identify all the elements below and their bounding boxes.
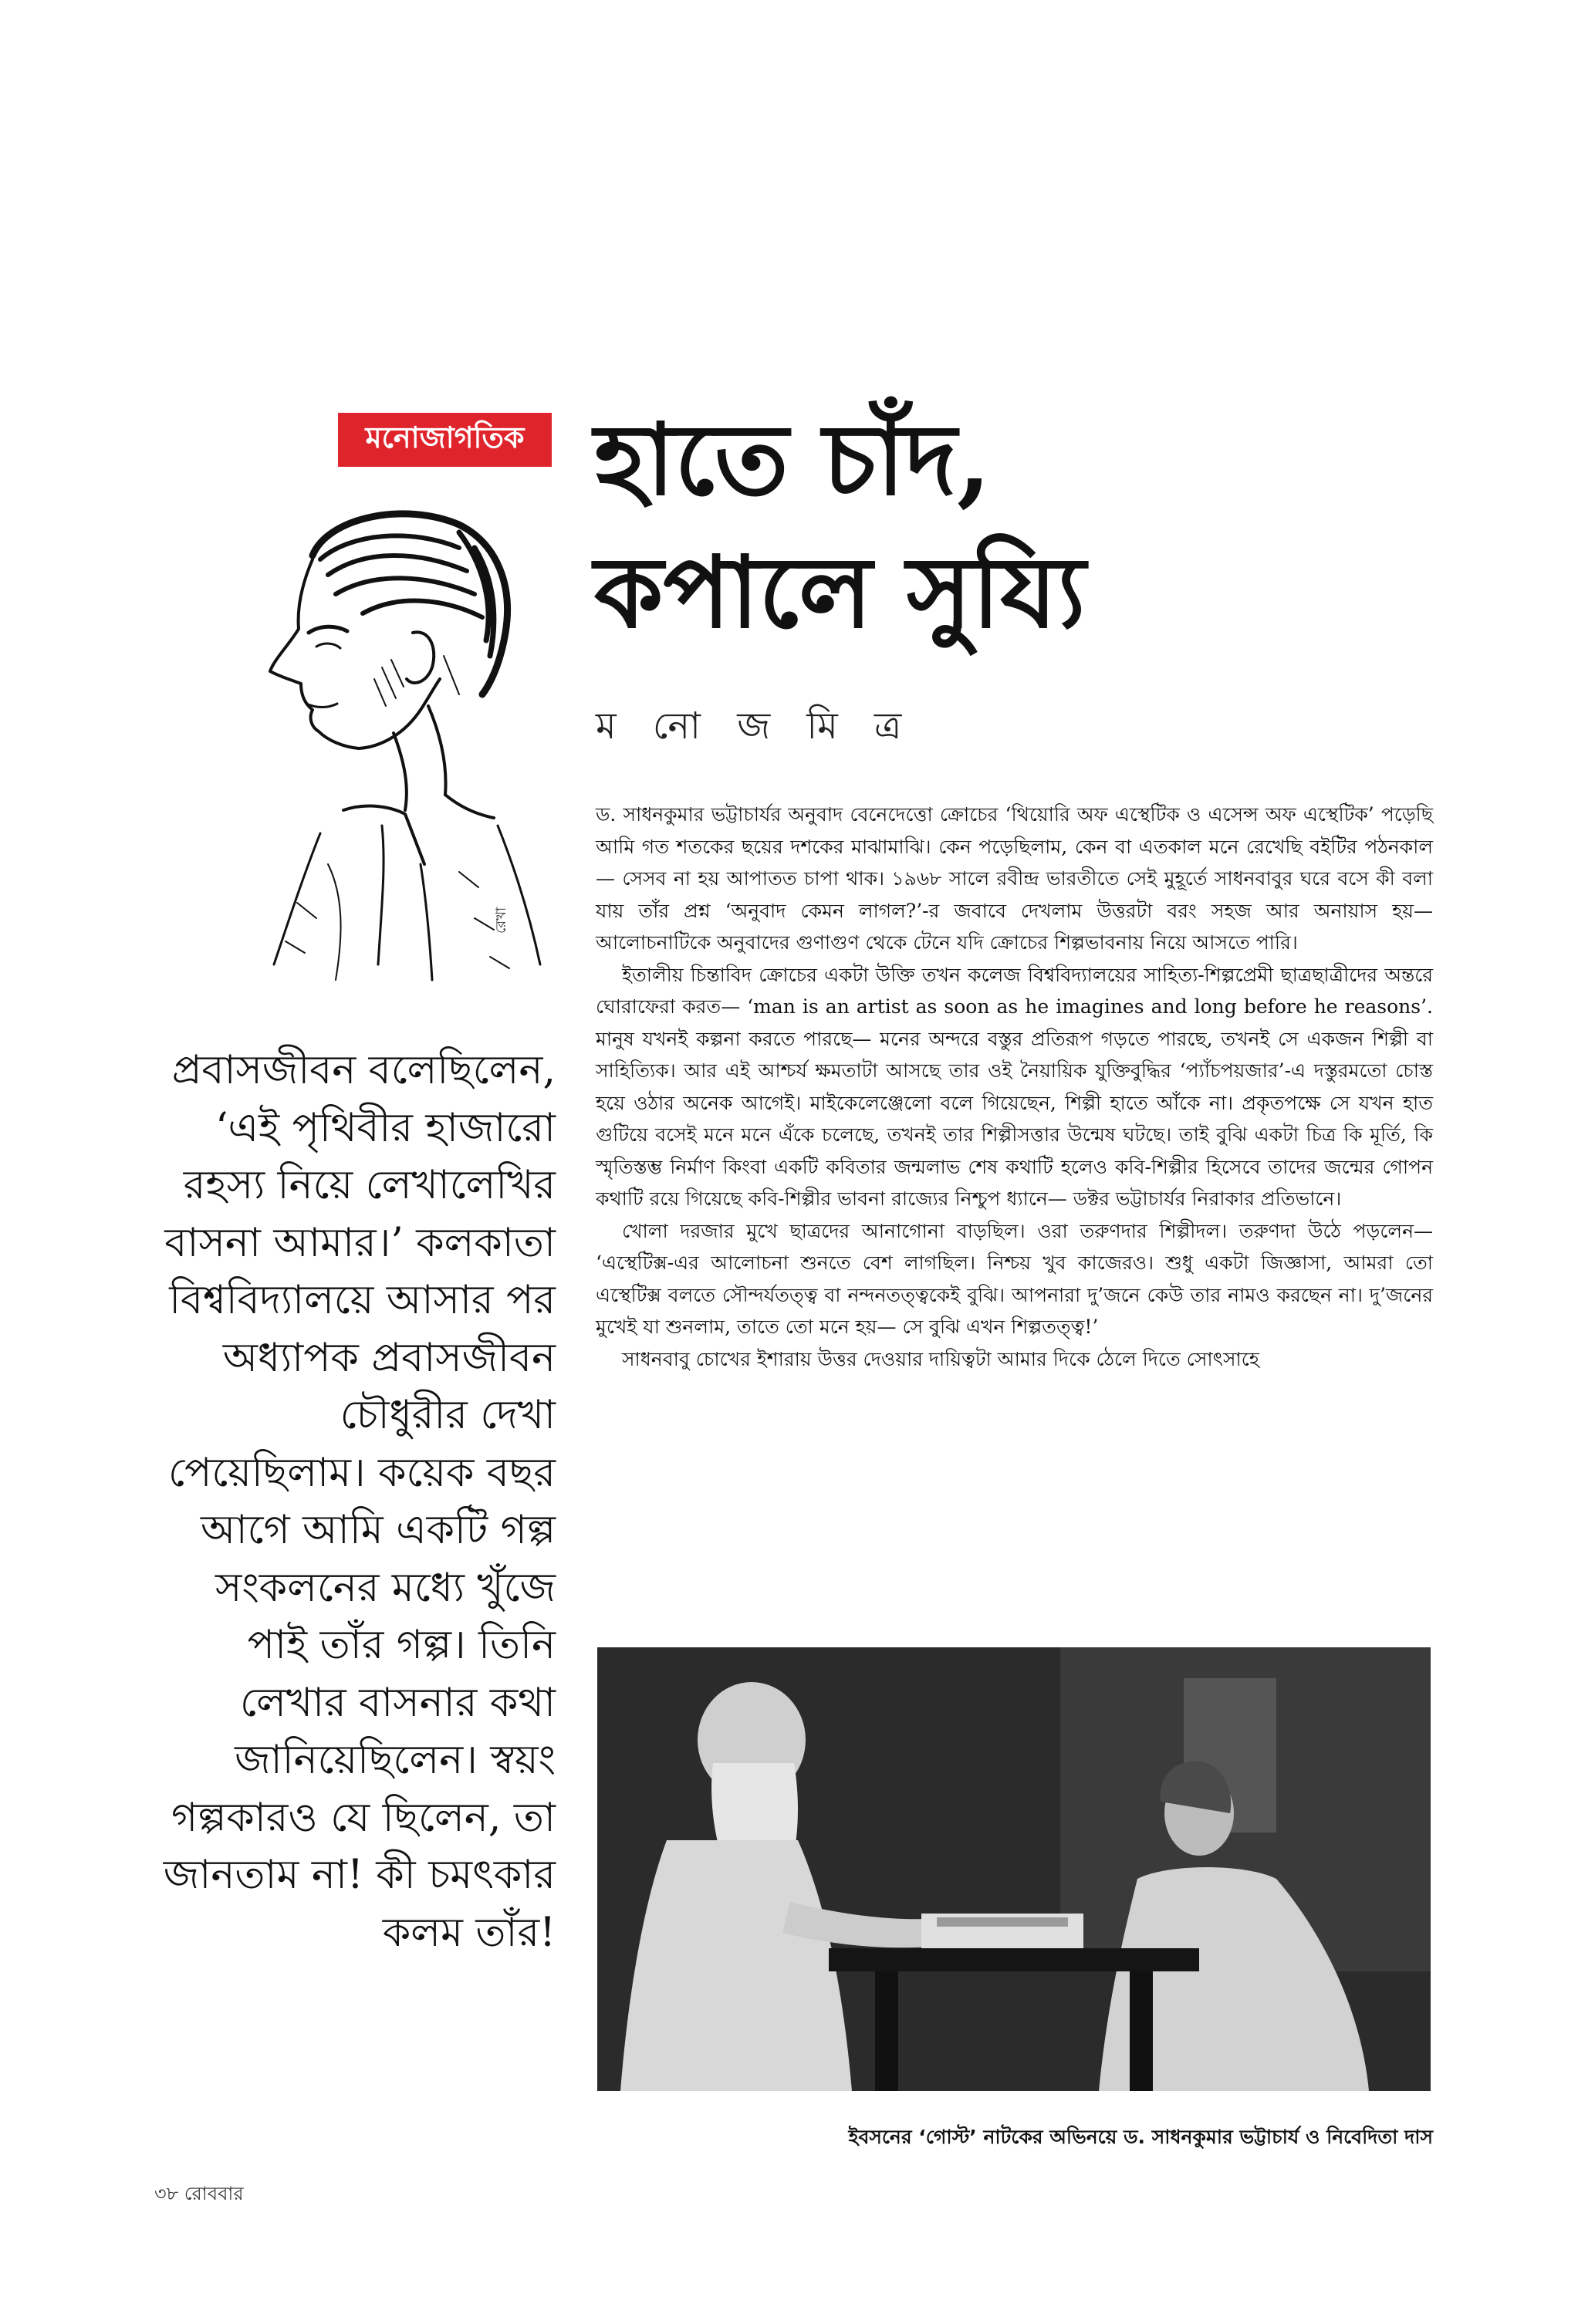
body-paragraph: খোলা দরজার মুখে ছাত্রদের আনাগোনা বাড়ছিল। ওরা তরুণদার শিল্পীদল। তরুণদা উঠে পড়লেন— ‘এস্থেটিক্স-এর আলোচনা শুনতে বেশ লাগছিল। নিশ্চয় খুব কাজেরও। শুধু একটা জিজ্ঞাসা, আমরা তো এস্থেটিক্স বলতে সৌন্দর্যতত্ত্ব বা নন্দনতত্ত্বকেই বুঝি। আপনারা দু’জনে কেউ তার নামও করছেন না। দু’জনের মুখেই যা শুনলাম, তাতে তো মনে হয়— সে বুঝি এখন শিল্পতত্ত্ব!’ — [596, 1219, 1433, 1338]
author-byline: ম নো জ মি ত্র — [596, 704, 914, 748]
section-tag: মনোজাগতিক — [338, 413, 552, 467]
pull-quote: প্রবাসজীবন বলেছিলেন, ‘এই পৃথিবীর হাজারো রহস্য নিয়ে লেখালেখির বাসনা আমার।’ কলকাতা বিশ্ববিদ্যালয়ে আসার পর অধ্যাপক প্রবাসজীবন চৌধুরীর দেখা পেয়েছিলাম। কয়েক বছর আগে আমি একটি গল্প সংকলনের মধ্যে খুঁজে পাই তাঁর গল্প। তিনি লেখার বাসনার কথা জানিয়েছিলেন। স্বয়ং গল্পকারও যে ছিলেন, তা জানতাম না! কী চমৎকার কলম তাঁর! — [163, 1047, 556, 1956]
page-folio: ৩৮ রোববার — [154, 2183, 244, 2204]
photo-caption: ইবসনের ‘গোস্ট’ নাটকের অভিনয়ে ড. সাধনকুমার ভট্টাচার্য ও নিবেদিতা দাস — [848, 2126, 1433, 2148]
stage-photo — [597, 1647, 1431, 2091]
svg-text:রেখা: রেখা — [493, 907, 509, 934]
author-portrait-sketch — [228, 502, 552, 995]
body-paragraph: ড. সাধনকুমার ভট্টাচার্যর অনুবাদ বেনেদেত্তো ক্রোচের ‘থিয়োরি অফ এস্থেটিক ও এসেন্স অফ এস্থেটিক’ পড়েছি আমি গত শতকের ছয়ের দশকের মাঝামাঝি। কেন পড়েছিলাম, কেন বা এতকাল মনে রেখেছি বইটির পঠনকাল— সেসব না হয় আপাতত চাপা থাক। ১৯৬৮ সালে রবীন্দ্র ভারতীতে সেই মুহূর্তে সাধনবাবুর ঘরে বসে কী বলা যায় তাঁর প্রশ্ন ‘অনুবাদ কেমন লাগল?’-র জবাবে দেখলাম উত্তরটা বরং সহজ আর অনায়াস হয়— আলোচনাটিকে অনুবাদের গুণাগুণ থেকে টেনে যদি ক্রোচের শিল্পভাবনায় নিয়ে আসতে পারি। — [596, 803, 1433, 954]
article-title — [594, 394, 1482, 659]
body-paragraph: সাধনবাবু চোখের ইশারায় উত্তর দেওয়ার দায়িত্বটা আমার দিকে ঠেলে দিতে সোৎসাহে — [622, 1347, 1259, 1370]
title-line-2: কপালে সুয্যি — [594, 535, 1086, 650]
title-line-1: হাতে চাঁদ, — [594, 402, 992, 518]
article-body — [596, 799, 1433, 1375]
body-paragraph: ইতালীয় চিন্তাবিদ ক্রোচের একটা উক্তি তখন কলেজ বিশ্ববিদ্যালয়ের সাহিত্য-শিল্পপ্রেমী ছাত্রছাত্রীদের অন্তরে ঘোরাফেরা করত— ‘man is an artist as soon as he imagines and long before he reasons’. মানুষ যখনই কল্পনা করতে পারছে— মনের অন্দরে বস্তুর প্রতিরূপ গড়তে পারছে, তখনই সে একজন শিল্পী বা সাহিত্যিক। আর এই আশ্চর্য ক্ষমতাটা আসছে তার ওই নৈয়ায়িক যুক্তিবুদ্ধির ‘প্যাঁচপয়জার’-এ দস্তুরমতো চোস্ত হয়ে ওঠার অনেক আগেই। মাইকেলেঞ্জেলো বলে গিয়েছেন, শিল্পী হাতে আঁকে না। প্রকৃতপক্ষে সে যখন হাত গুটিয়ে বসেই মনে মনে এঁকে চলেছে, তখনই তার শিল্পীসত্তার উন্মেষ ঘটছে। তাই বুঝি একটা চিত্র কি মূর্তি, কি স্মৃতিস্তম্ভ নির্মাণ কিংবা একটি কবিতার জন্মলাভ শেষ কথাটি হলেও কবি-শিল্পীর হিসেবে তাদের জন্মের গোপন কথাটি রয়ে গিয়েছে কবি-শিল্পীর ভাবনা রাজ্যের নিশ্চুপ ধ্যানে— ডক্টর ভট্টাচার্যর নিরাকার প্রতিভানে। — [596, 963, 1433, 1210]
